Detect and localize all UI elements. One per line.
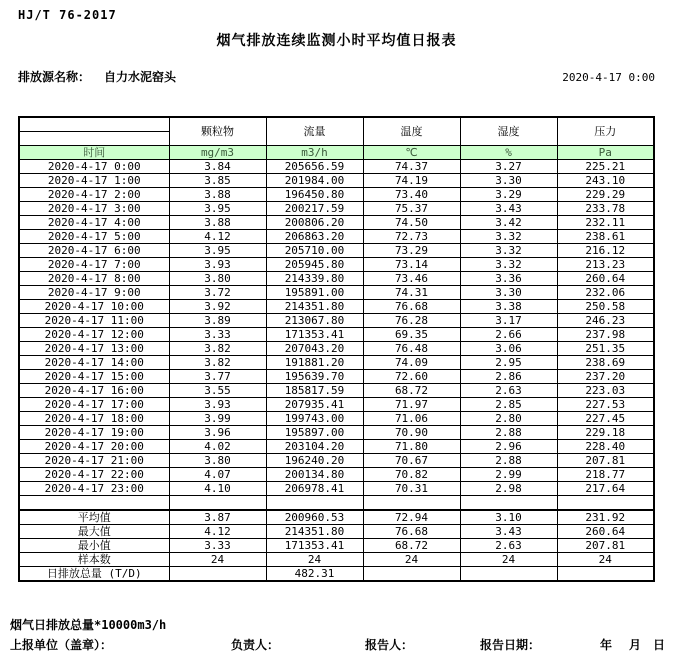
value-cell: 3.32 (460, 230, 557, 244)
empty-cell (557, 496, 654, 511)
value-cell: 3.42 (460, 216, 557, 230)
summary-value-cell: 200960.53 (266, 510, 363, 525)
value-cell: 232.11 (557, 216, 654, 230)
value-cell: 200134.80 (266, 468, 363, 482)
empty-cell (460, 496, 557, 511)
table-row (19, 314, 654, 328)
table-row (19, 244, 654, 258)
summary-value-cell: 24 (169, 553, 266, 567)
summary-row (19, 553, 654, 567)
unit-flow: m3/h (266, 146, 363, 160)
report-unit-label: 上报单位（盖章）： (10, 638, 113, 652)
value-cell: 3.88 (169, 216, 266, 230)
value-cell: 4.07 (169, 468, 266, 482)
value-cell: 2.63 (460, 384, 557, 398)
value-cell: 196450.80 (266, 188, 363, 202)
summary-value-cell: 2.63 (460, 539, 557, 553)
table-row (19, 328, 654, 342)
value-cell: 71.97 (363, 398, 460, 412)
value-cell: 229.18 (557, 426, 654, 440)
value-cell: 195891.00 (266, 286, 363, 300)
value-cell: 195639.70 (266, 370, 363, 384)
value-cell: 2.95 (460, 356, 557, 370)
units-row (19, 146, 654, 160)
column-header-pm: 颗粒物 (169, 117, 266, 146)
table-row (19, 174, 654, 188)
summary-value-cell: 68.72 (363, 539, 460, 553)
value-cell: 228.40 (557, 440, 654, 454)
value-cell: 191881.20 (266, 356, 363, 370)
reporter-label: 报告人： (365, 638, 414, 652)
time-cell: 2020-4-17 22:00 (19, 468, 169, 482)
value-cell: 70.67 (363, 454, 460, 468)
summary-value-cell (169, 567, 266, 582)
value-cell: 71.80 (363, 440, 460, 454)
table-row (19, 286, 654, 300)
value-cell: 171353.41 (266, 328, 363, 342)
value-cell: 3.29 (460, 188, 557, 202)
table-row (19, 426, 654, 440)
month-label: 月 (629, 638, 642, 652)
emission-source (18, 68, 176, 85)
value-cell: 73.40 (363, 188, 460, 202)
unit-pm: mg/m3 (169, 146, 266, 160)
value-cell: 213.23 (557, 258, 654, 272)
time-cell: 2020-4-17 18:00 (19, 412, 169, 426)
signature-row (0, 636, 673, 652)
value-cell: 3.43 (460, 202, 557, 216)
value-cell: 227.45 (557, 412, 654, 426)
value-cell: 238.69 (557, 356, 654, 370)
value-cell: 2.96 (460, 440, 557, 454)
value-cell: 3.99 (169, 412, 266, 426)
value-cell: 3.96 (169, 426, 266, 440)
value-cell: 251.35 (557, 342, 654, 356)
summary-value-cell: 3.87 (169, 510, 266, 525)
time-cell: 2020-4-17 23:00 (19, 482, 169, 496)
time-cell: 2020-4-17 6:00 (19, 244, 169, 258)
value-cell: 233.78 (557, 202, 654, 216)
value-cell: 250.58 (557, 300, 654, 314)
value-cell: 3.32 (460, 258, 557, 272)
value-cell: 205710.00 (266, 244, 363, 258)
summary-value-cell: 214351.80 (266, 525, 363, 539)
summary-value-cell: 482.31 (266, 567, 363, 582)
value-cell: 3.06 (460, 342, 557, 356)
value-cell: 237.98 (557, 328, 654, 342)
value-cell: 3.17 (460, 314, 557, 328)
standard-code: HJ/T 76-2017 (18, 8, 117, 22)
value-cell: 4.10 (169, 482, 266, 496)
unit-temp: ℃ (363, 146, 460, 160)
emission-source-name: 自力水泥窑头 (104, 70, 177, 84)
value-cell: 3.95 (169, 202, 266, 216)
empty-cell (169, 496, 266, 511)
summary-value-cell (557, 567, 654, 582)
value-cell: 238.61 (557, 230, 654, 244)
value-cell: 223.03 (557, 384, 654, 398)
time-cell: 2020-4-17 21:00 (19, 454, 169, 468)
value-cell: 3.77 (169, 370, 266, 384)
summary-value-cell: 72.94 (363, 510, 460, 525)
value-cell: 3.82 (169, 356, 266, 370)
summary-value-cell: 3.33 (169, 539, 266, 553)
summary-row (19, 539, 654, 553)
monitoring-table (18, 116, 655, 582)
value-cell: 217.64 (557, 482, 654, 496)
page-title: 烟气排放连续监测小时平均值日报表 (216, 33, 457, 49)
summary-value-cell: 24 (266, 553, 363, 567)
value-cell: 71.06 (363, 412, 460, 426)
value-cell: 229.29 (557, 188, 654, 202)
value-cell: 73.29 (363, 244, 460, 258)
table-header-row (19, 117, 654, 132)
value-cell: 3.89 (169, 314, 266, 328)
unit-pressure: Pa (557, 146, 654, 160)
summary-label: 样本数 (19, 553, 169, 567)
table-row (19, 370, 654, 384)
emission-source-label: 排放源名称： (18, 70, 91, 84)
value-cell: 200217.59 (266, 202, 363, 216)
value-cell: 70.31 (363, 482, 460, 496)
table-row (19, 342, 654, 356)
value-cell: 227.53 (557, 398, 654, 412)
time-cell: 2020-4-17 14:00 (19, 356, 169, 370)
value-cell: 3.85 (169, 174, 266, 188)
summary-row (19, 567, 654, 582)
value-cell: 4.02 (169, 440, 266, 454)
summary-value-cell (363, 567, 460, 582)
table-row (19, 202, 654, 216)
summary-value-cell: 171353.41 (266, 539, 363, 553)
value-cell: 237.20 (557, 370, 654, 384)
summary-label: 日排放总量 (T/D) (19, 567, 169, 582)
value-cell: 74.37 (363, 160, 460, 174)
table-row (19, 216, 654, 230)
value-cell: 2.66 (460, 328, 557, 342)
value-cell: 207935.41 (266, 398, 363, 412)
day-label: 日 (653, 638, 666, 652)
summary-label: 最小值 (19, 539, 169, 553)
value-cell: 260.64 (557, 272, 654, 286)
column-header-temp: 温度 (363, 117, 460, 146)
value-cell: 3.55 (169, 384, 266, 398)
value-cell: 3.93 (169, 258, 266, 272)
value-cell: 75.37 (363, 202, 460, 216)
value-cell: 2.98 (460, 482, 557, 496)
value-cell: 225.21 (557, 160, 654, 174)
table-row (19, 454, 654, 468)
value-cell: 205656.59 (266, 160, 363, 174)
table-row (19, 384, 654, 398)
summary-value-cell: 3.10 (460, 510, 557, 525)
time-cell: 2020-4-17 17:00 (19, 398, 169, 412)
report-info-row (18, 68, 655, 85)
value-cell: 2.80 (460, 412, 557, 426)
value-cell: 76.28 (363, 314, 460, 328)
value-cell: 3.30 (460, 286, 557, 300)
value-cell: 3.80 (169, 454, 266, 468)
responsible-label: 负责人： (231, 638, 280, 652)
value-cell: 3.30 (460, 174, 557, 188)
value-cell: 3.95 (169, 244, 266, 258)
value-cell: 214351.80 (266, 300, 363, 314)
value-cell: 72.60 (363, 370, 460, 384)
column-header-flow: 流量 (266, 117, 363, 146)
value-cell: 200806.20 (266, 216, 363, 230)
value-cell: 206863.20 (266, 230, 363, 244)
value-cell: 76.68 (363, 300, 460, 314)
time-cell: 2020-4-17 9:00 (19, 286, 169, 300)
summary-label: 最大值 (19, 525, 169, 539)
value-cell: 74.19 (363, 174, 460, 188)
report-date-label: 报告日期： (480, 638, 541, 652)
value-cell: 207043.20 (266, 342, 363, 356)
table-row (19, 188, 654, 202)
empty-cell (266, 496, 363, 511)
empty-cell (363, 496, 460, 511)
value-cell: 213067.80 (266, 314, 363, 328)
value-cell: 206978.41 (266, 482, 363, 496)
table-row (19, 300, 654, 314)
value-cell: 68.72 (363, 384, 460, 398)
value-cell: 4.12 (169, 230, 266, 244)
value-cell: 74.09 (363, 356, 460, 370)
separator-row (19, 496, 654, 511)
value-cell: 2.88 (460, 454, 557, 468)
time-header: 时间 (19, 146, 169, 160)
time-cell: 2020-4-17 5:00 (19, 230, 169, 244)
time-cell: 2020-4-17 0:00 (19, 160, 169, 174)
time-cell: 2020-4-17 12:00 (19, 328, 169, 342)
value-cell: 216.12 (557, 244, 654, 258)
time-cell: 2020-4-17 19:00 (19, 426, 169, 440)
value-cell: 74.50 (363, 216, 460, 230)
value-cell: 70.90 (363, 426, 460, 440)
table-row (19, 468, 654, 482)
summary-value-cell: 207.81 (557, 539, 654, 553)
summary-value-cell: 24 (557, 553, 654, 567)
time-cell: 2020-4-17 20:00 (19, 440, 169, 454)
summary-row (19, 510, 654, 525)
time-cell: 2020-4-17 2:00 (19, 188, 169, 202)
value-cell: 73.46 (363, 272, 460, 286)
table-row (19, 160, 654, 174)
time-cell: 2020-4-17 8:00 (19, 272, 169, 286)
table-row (19, 482, 654, 496)
corner-cell-top (19, 117, 169, 132)
value-cell: 3.92 (169, 300, 266, 314)
summary-value-cell: 231.92 (557, 510, 654, 525)
table-row (19, 230, 654, 244)
unit-humidity: % (460, 146, 557, 160)
value-cell: 196240.20 (266, 454, 363, 468)
value-cell: 3.84 (169, 160, 266, 174)
value-cell: 72.73 (363, 230, 460, 244)
value-cell: 214339.80 (266, 272, 363, 286)
value-cell: 246.23 (557, 314, 654, 328)
value-cell: 69.35 (363, 328, 460, 342)
value-cell: 3.36 (460, 272, 557, 286)
column-header-humidity: 湿度 (460, 117, 557, 146)
corner-cell-bottom (19, 132, 169, 146)
summary-row (19, 525, 654, 539)
value-cell: 3.88 (169, 188, 266, 202)
table-row (19, 398, 654, 412)
time-cell: 2020-4-17 16:00 (19, 384, 169, 398)
value-cell: 201984.00 (266, 174, 363, 188)
year-label: 年 (600, 638, 613, 652)
summary-label: 平均值 (19, 510, 169, 525)
value-cell: 3.32 (460, 244, 557, 258)
value-cell: 243.10 (557, 174, 654, 188)
value-cell: 3.80 (169, 272, 266, 286)
value-cell: 232.06 (557, 286, 654, 300)
time-cell: 2020-4-17 1:00 (19, 174, 169, 188)
summary-value-cell: 4.12 (169, 525, 266, 539)
value-cell: 3.93 (169, 398, 266, 412)
value-cell: 207.81 (557, 454, 654, 468)
value-cell: 70.82 (363, 468, 460, 482)
summary-value-cell: 24 (460, 553, 557, 567)
value-cell: 218.77 (557, 468, 654, 482)
time-cell: 2020-4-17 3:00 (19, 202, 169, 216)
table-row (19, 440, 654, 454)
value-cell: 3.33 (169, 328, 266, 342)
table-row (19, 412, 654, 426)
table-row (19, 272, 654, 286)
time-cell: 2020-4-17 7:00 (19, 258, 169, 272)
table-row (19, 258, 654, 272)
value-cell: 3.72 (169, 286, 266, 300)
time-cell: 2020-4-17 10:00 (19, 300, 169, 314)
value-cell: 2.99 (460, 468, 557, 482)
value-cell: 76.48 (363, 342, 460, 356)
value-cell: 3.27 (460, 160, 557, 174)
summary-value-cell: 24 (363, 553, 460, 567)
value-cell: 205945.80 (266, 258, 363, 272)
value-cell: 2.86 (460, 370, 557, 384)
report-datetime: 2020-4-17 0:00 (562, 71, 655, 84)
time-cell: 2020-4-17 13:00 (19, 342, 169, 356)
value-cell: 3.38 (460, 300, 557, 314)
table-row (19, 356, 654, 370)
summary-value-cell (460, 567, 557, 582)
time-cell: 2020-4-17 15:00 (19, 370, 169, 384)
value-cell: 2.85 (460, 398, 557, 412)
time-cell: 2020-4-17 4:00 (19, 216, 169, 230)
column-header-pressure: 压力 (557, 117, 654, 146)
summary-value-cell: 260.64 (557, 525, 654, 539)
value-cell: 74.31 (363, 286, 460, 300)
value-cell: 185817.59 (266, 384, 363, 398)
summary-value-cell: 76.68 (363, 525, 460, 539)
value-cell: 203104.20 (266, 440, 363, 454)
time-cell: 2020-4-17 11:00 (19, 314, 169, 328)
value-cell: 199743.00 (266, 412, 363, 426)
value-cell: 73.14 (363, 258, 460, 272)
value-cell: 3.82 (169, 342, 266, 356)
value-cell: 2.88 (460, 426, 557, 440)
value-cell: 195897.00 (266, 426, 363, 440)
total-emission-note: 烟气日排放总量*10000m3/h (10, 618, 167, 632)
empty-cell (19, 496, 169, 511)
summary-value-cell: 3.43 (460, 525, 557, 539)
